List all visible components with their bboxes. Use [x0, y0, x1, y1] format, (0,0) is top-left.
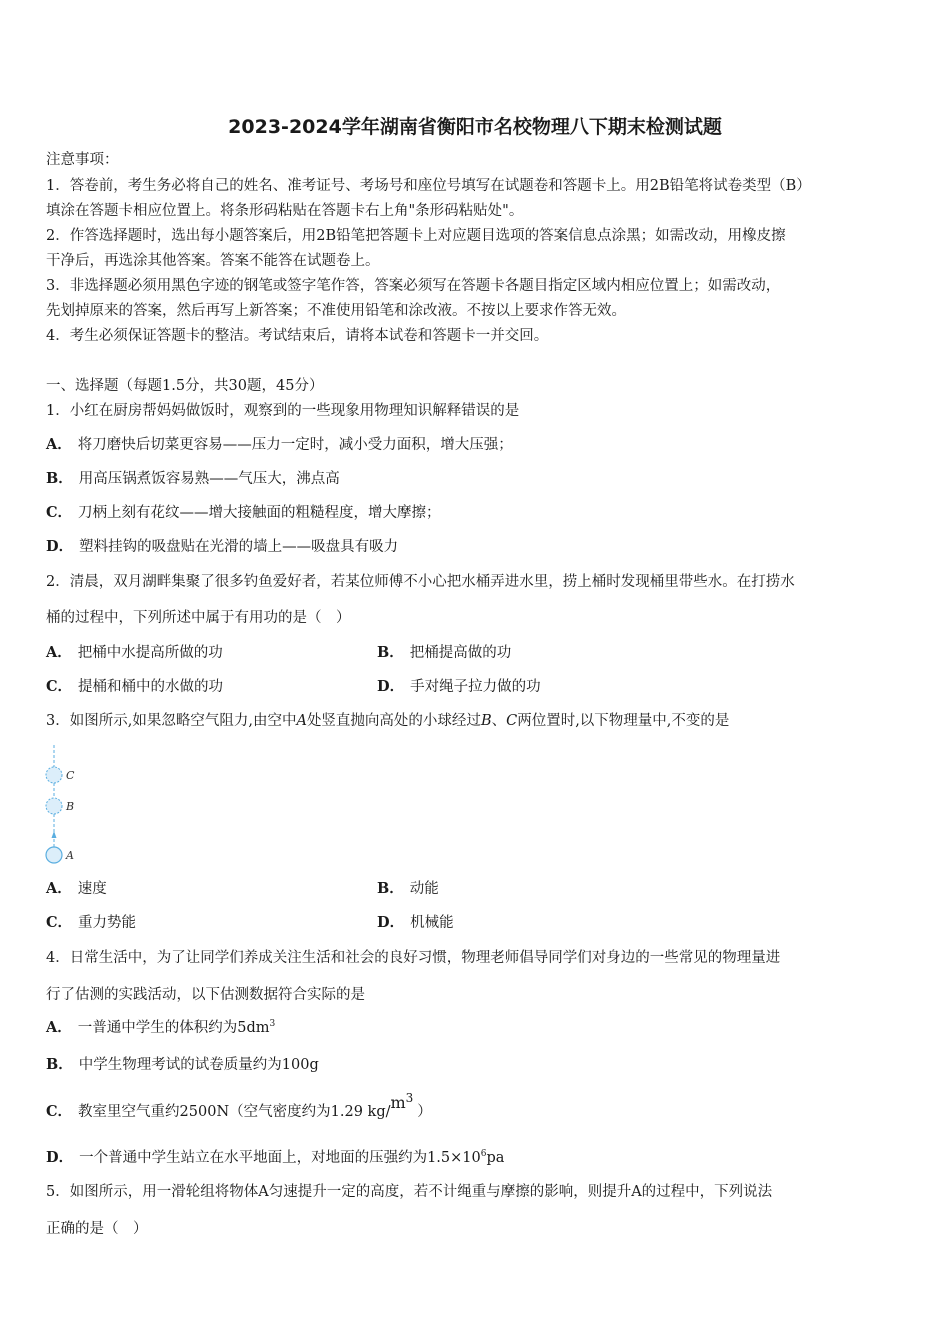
- unit-m: m: [390, 1093, 406, 1112]
- q1-option-a: A． 将刀磨快后切菜更容易——压力一定时，减小受力面积，增大压强；: [46, 436, 513, 453]
- q3-option-b: B． 动能: [377, 880, 439, 897]
- notice-line: 2．作答选择题时，选出每小题答案后，用2B铅笔把答题卡上对应题目选项的答案信息点涂黑；如需改动，用橡皮擦: [46, 228, 786, 244]
- notice-line: 填涂在答题卡相应位置上。将条形码粘贴在答题卡右上角"条形码粘贴处"。: [46, 203, 524, 219]
- label-b: B: [66, 800, 75, 813]
- q4-option-b: B． 中学生物理考试的试卷质量约为100g: [46, 1056, 319, 1073]
- question-3-stem: 3．如图所示,如果忽略空气阻力,由空中A处竖直抛向高处的小球经过B、C两位置时,以下物理量中,不变的是: [46, 713, 730, 729]
- q4-option-a: A． 一普通中学生的体积约为$5dm^3$: [46, 1019, 276, 1036]
- q4-option-c: C． 教室里空气重约2500N（空气密度约为1.29 $kg/m^3$）: [46, 1091, 432, 1120]
- notice-line: 1．答卷前，考生务必将自己的姓名、准考证号、考场号和座位号填写在试题卷和答题卡上。用2B铅笔将试卷类型（B）: [46, 178, 811, 194]
- notice-line: 先划掉原来的答案，然后再写上新答案；不准使用铅笔和涂改液。不按以上要求作答无效。: [46, 303, 626, 319]
- question-5-stem-cont: 正确的是（ ）: [46, 1221, 148, 1237]
- ball-position-b: [46, 798, 62, 814]
- q2-option-a: A． 把桶中水提高所做的功: [46, 644, 223, 661]
- question-1-stem: 1．小红在厨房帮妈妈做饭时，观察到的一些现象用物理知识解释错误的是: [46, 403, 520, 419]
- question-4-stem-cont: 行了估测的实践活动，以下估测数据符合实际的是: [46, 987, 365, 1003]
- q2-option-d: D． 手对绳子拉力做的功: [377, 678, 541, 695]
- q3-option-a: A． 速度: [46, 880, 107, 897]
- q1-option-b: B． 用高压锅煮饭容易熟——气压大，沸点高: [46, 470, 340, 487]
- question-2-stem-cont: 桶的过程中，下列所述中属于有用功的是（ ）: [46, 610, 351, 626]
- q2-option-c: C． 提桶和桶中的水做的功: [46, 678, 224, 695]
- notice-line: 3．非选择题必须用黑色字迹的钢笔或签字笔作答，答案必须写在答题卡各题目指定区域内相应位置上；如需改动，: [46, 278, 781, 294]
- ball-position-a: [46, 847, 62, 863]
- q2-option-b: B． 把桶提高做的功: [377, 644, 512, 661]
- question-4-stem: 4．日常生活中，为了让同学们养成关注生活和社会的良好习惯，物理老师倡导同学们对身边的一些常见的物理量进: [46, 950, 781, 966]
- label-a: A: [66, 849, 74, 862]
- ball-trajectory-figure: [40, 745, 100, 870]
- q4-option-d: D． 一个普通中学生站立在水平地面上，对地面的压强约为$1.5\times 10^6pa$: [46, 1149, 505, 1166]
- page-title: 2023-2024学年湖南省衡阳市名校物理八下期末检测试题: [228, 116, 722, 138]
- question-2-stem: 2．清晨，双月湖畔集聚了很多钓鱼爱好者，若某位师傅不小心把水桶弄进水里，捞上桶时发现桶里带些水。在打捞水: [46, 574, 795, 590]
- q3-option-c: C． 重力势能: [46, 914, 137, 931]
- ball-position-c: [46, 767, 62, 783]
- notice-line: 干净后，再选涂其他答案。答案不能答在试题卷上。: [46, 253, 380, 269]
- notice-line: 4．考生必须保证答题卡的整洁。考试结束后，请将本试卷和答题卡一并交回。: [46, 328, 549, 344]
- question-5-stem: 5．如图所示，用一滑轮组将物体A匀速提升一定的高度，若不计绳重与摩擦的影响，则提升A的过程中，下列说法: [46, 1184, 773, 1200]
- q1-option-d: D． 塑料挂钩的吸盘贴在光滑的墙上——吸盘具有吸力: [46, 538, 399, 555]
- q3-option-d: D． 机械能: [377, 914, 454, 931]
- label-c: C: [66, 769, 75, 782]
- section-heading: 一、选择题（每题1.5分，共30题，45分）: [46, 378, 324, 394]
- arrow-up-icon: [52, 831, 57, 838]
- q1-option-c: C． 刀柄上刻有花纹——增大接触面的粗糙程度，增大摩擦；: [46, 504, 441, 521]
- notice-heading: 注意事项：: [46, 152, 119, 168]
